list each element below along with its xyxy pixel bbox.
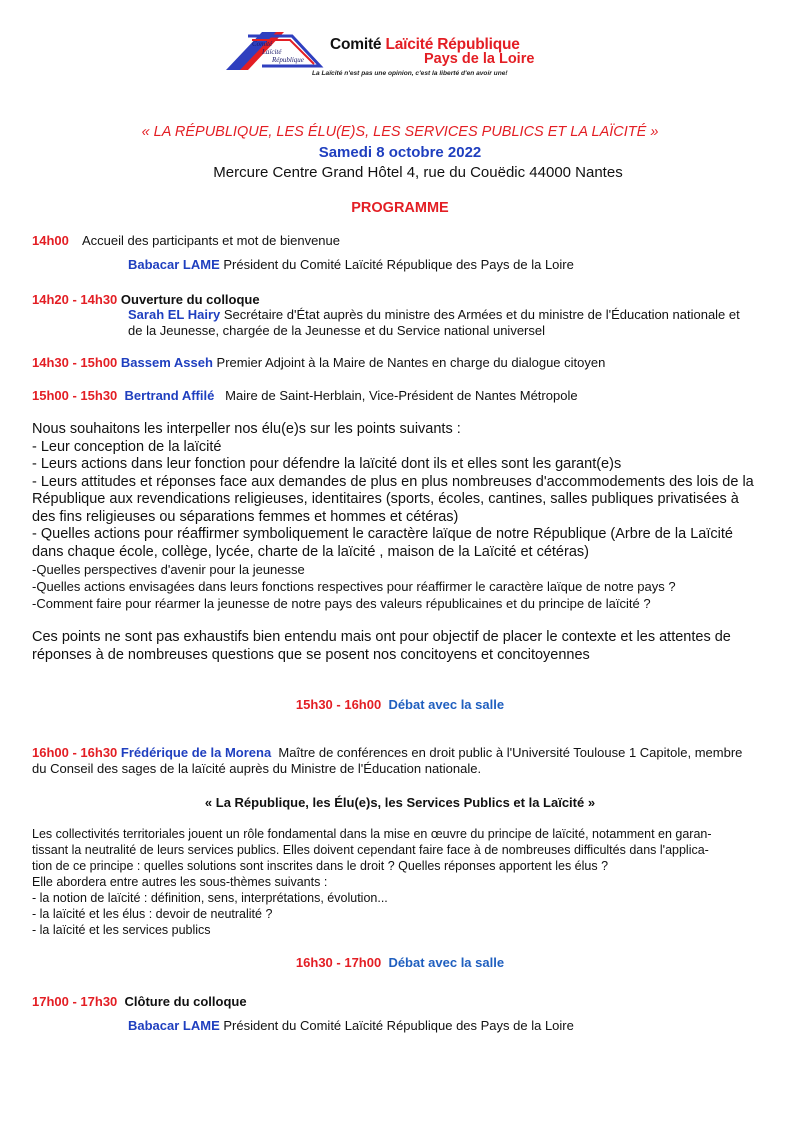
affile-line bbox=[32, 388, 578, 404]
question-line-small: -Quelles perspectives d'avenir pour la jeunesse bbox=[32, 562, 305, 577]
talk-title: « La République, les Élu(e)s, les Services Publics et la Laïcité » bbox=[204, 795, 596, 810]
logo-mark-icon bbox=[222, 26, 332, 76]
abstract-line: Elle abordera entre autres les sous-thèmes suivants : bbox=[32, 875, 328, 889]
closing-line bbox=[32, 994, 247, 1010]
welcome-time: 14h00 bbox=[32, 233, 69, 248]
question-line-small: -Comment faire pour réarmer la jeunesse de notre pays des valeurs républicaines et du principe de laïcité ? bbox=[32, 596, 651, 611]
abstract-line: - la laïcité et les élus : devoir de neutralité ? bbox=[32, 907, 273, 921]
logo-mark-word: Comité bbox=[252, 40, 273, 48]
tagline: La Laïcité n'est pas une opinion, c'est la liberté d'en avoir une! bbox=[312, 70, 508, 77]
question-line: - Leurs actions dans leur fonction pour défendre la laïcité dont ils et elles sont les garant(e)s bbox=[32, 456, 622, 472]
event-title: « LA RÉPUBLIQUE, LES ÉLU(E)S, LES SERVICES PUBLICS ET LA LAÏCITÉ » bbox=[141, 124, 659, 140]
logo-mark-word: Laïcité bbox=[262, 48, 282, 56]
org-name-part2: Laïcité République bbox=[385, 36, 520, 53]
abstract-line: tissant la neutralité de leurs services publics. Elles doivent cependant faire face à de nombreuses difficultés dans l'applica- bbox=[32, 843, 709, 857]
org-name-part1: Comité bbox=[330, 36, 386, 53]
event-date: Samedi 8 octobre 2022 bbox=[318, 144, 482, 161]
opening-line bbox=[32, 292, 260, 308]
debate-time: 15h30 - 16h00 bbox=[295, 697, 382, 712]
logo-mark-word: République bbox=[272, 56, 304, 64]
programme-label: PROGRAMME bbox=[351, 200, 449, 216]
logo bbox=[222, 26, 332, 76]
speaker-name: Bassem Asseh bbox=[120, 355, 213, 370]
closing-speaker-line bbox=[128, 1018, 574, 1034]
morena-role-line2: du Conseil des sages de la laïcité auprès du Ministre de l'Éducation nationale. bbox=[32, 761, 482, 776]
morena-line bbox=[32, 745, 742, 761]
abstract-line: - la laïcité et les services publics bbox=[32, 923, 211, 937]
event-venue: Mercure Centre Grand Hôtel 4, rue du Couëdic 44000 Nantes bbox=[213, 164, 623, 181]
speaker-role: Maître de conférences en droit public à l'Université Toulouse 1 Capitole, membre bbox=[278, 745, 743, 760]
welcome-text: Accueil des participants et mot de bienvenue bbox=[82, 233, 340, 248]
debate-1 bbox=[0, 697, 800, 713]
abstract-line: tion de ce principe : quelles solutions sont inscrites dans le droit ? Quelles réponses apportent les élus ? bbox=[32, 859, 609, 873]
debate-label: Débat avec la salle bbox=[388, 697, 505, 712]
affile-time: 15h00 - 15h30 bbox=[32, 388, 118, 403]
speaker-role: Premier Adjoint à la Maire de Nantes en charge du dialogue citoyen bbox=[216, 355, 606, 370]
opening-time: 14h20 - 14h30 bbox=[32, 292, 118, 307]
question-line-small: -Quelles actions envisagées dans leurs fonctions respectives pour réaffirmer le caractère laïque de notre pays ? bbox=[32, 579, 676, 594]
question-line: des fins religieuses ou séparations femmes et hommes et cétéras) bbox=[32, 508, 459, 525]
opening-title: Ouverture du colloque bbox=[120, 292, 260, 307]
asseh-line bbox=[32, 355, 605, 371]
abstract-line: - la notion de laïcité : définition, sens, interprétations, évolution... bbox=[32, 891, 388, 905]
opening-role-line2: de la Jeunesse, chargée de la Jeunesse et du Service national universel bbox=[128, 323, 545, 338]
speaker-role: Président du Comité Laïcité République des Pays de la Loire bbox=[223, 257, 574, 272]
question-line: - Leur conception de la laïcité bbox=[32, 438, 222, 455]
question-line: dans chaque école, collège, lycée, charte de la laïcité , maison de la Laïcité et cétéras) bbox=[32, 543, 589, 560]
org-name-line2: Pays de la Loire bbox=[424, 51, 535, 67]
debate-label: Débat avec la salle bbox=[388, 955, 505, 970]
speaker-name: Bertrand Affilé bbox=[124, 388, 215, 403]
closing-time: 17h00 - 17h30 bbox=[32, 994, 118, 1009]
speaker-name: Sarah EL Hairy bbox=[128, 307, 221, 322]
asseh-time: 14h30 - 15h00 bbox=[32, 355, 118, 370]
question-line: - Leurs attitudes et réponses face aux demandes de plus en plus nombreuses d'accommodements des lois de la bbox=[32, 473, 754, 490]
speaker-role: Président du Comité Laïcité République des Pays de la Loire bbox=[223, 1018, 574, 1033]
speaker-role: Secrétaire d'État auprès du ministre des Armées et du ministre de l'Éducation nationale et bbox=[223, 307, 740, 322]
abstract-line: Les collectivités territoriales jouent un rôle fondamental dans la mise en œuvre du principe de laïcité, notamment en garan- bbox=[32, 827, 712, 841]
opening-speaker-line bbox=[128, 307, 740, 323]
welcome-speaker-line bbox=[128, 257, 574, 273]
debate-time: 16h30 - 17h00 bbox=[295, 955, 382, 970]
questions-closing: réponses à de nombreuses questions que se posent nos concitoyens et concitoyennes bbox=[32, 647, 590, 663]
questions-closing: Ces points ne sont pas exhaustifs bien entendu mais ont pour objectif de placer le contexte et les attentes de bbox=[32, 629, 731, 645]
morena-time: 16h00 - 16h30 bbox=[32, 745, 118, 760]
speaker-name: Babacar LAME bbox=[128, 1018, 220, 1033]
speaker-name: Frédérique de la Morena bbox=[120, 745, 272, 760]
question-line: - Quelles actions pour réaffirmer symboliquement le caractère laïque de notre République (Arbre de la Laïcité bbox=[32, 526, 733, 542]
debate-2 bbox=[0, 955, 800, 971]
question-line: République aux revendications religieuses, identitaires (sports, écoles, cantines, salles publiques privatisées à bbox=[32, 491, 739, 507]
speaker-role: Maire de Saint-Herblain, Vice-Président de Nantes Métropole bbox=[225, 388, 578, 403]
closing-title: Clôture du colloque bbox=[124, 994, 247, 1009]
speaker-name: Babacar LAME bbox=[128, 257, 220, 272]
questions-intro: Nous souhaitons les interpeller nos élu(e)s sur les points suivants : bbox=[32, 421, 461, 437]
